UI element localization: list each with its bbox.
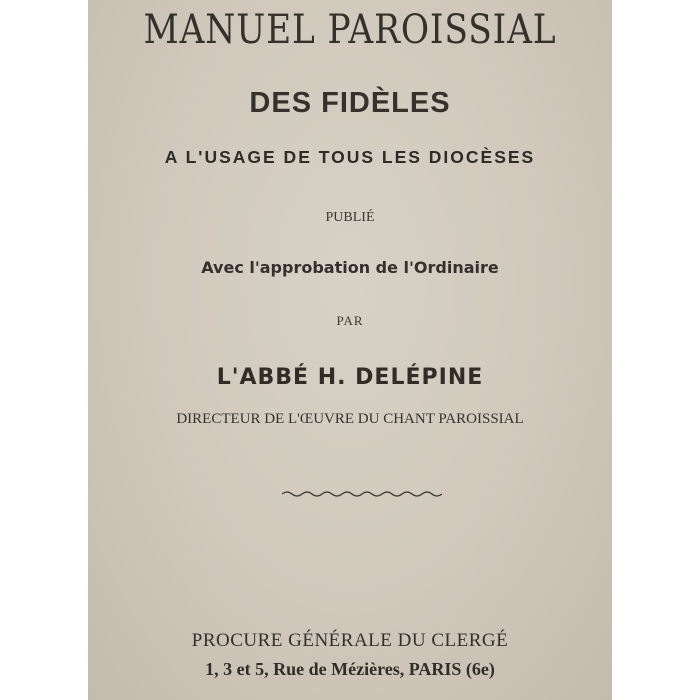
book-title: MANUEL PAROISSIAL (143, 7, 557, 53)
publisher-name: PROCURE GÉNÉRALE DU CLERGÉ (191, 630, 509, 651)
approbation-line: Avec l'approbation de l'Ordinaire (201, 258, 499, 277)
published-label: PUBLIÉ (325, 210, 375, 225)
book-subtitle: DES FIDÈLES (249, 87, 451, 119)
wavy-divider (282, 488, 442, 500)
publisher-address: 1, 3 et 5, Rue de Mézières, PARIS (6e) (205, 659, 495, 679)
author-name: L'ABBÉ H. DELÉPINE (216, 365, 484, 390)
by-label: PAR (336, 313, 364, 328)
usage-line: A L'USAGE DE TOUS LES DIOCÈSES (164, 147, 536, 167)
author-role: DIRECTEUR DE L'ŒUVRE DU CHANT PAROISSIAL (176, 411, 524, 427)
book-title-page (88, 0, 612, 700)
